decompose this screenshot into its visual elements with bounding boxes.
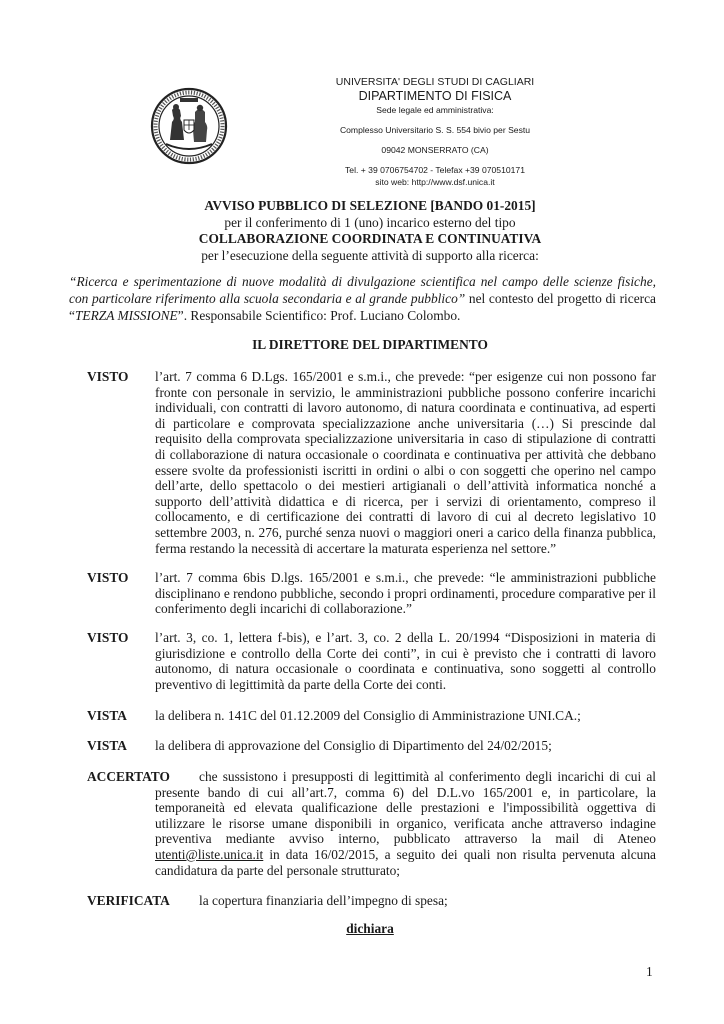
address: Complesso Universitario S. S. 554 bivio per Sestu xyxy=(339,125,531,135)
director-heading: IL DIRETTORE DEL DIPARTIMENTO xyxy=(252,337,488,352)
clause-text xyxy=(155,769,656,878)
clause-vista-1 xyxy=(87,708,656,724)
project-context: nel contesto del progetto di ricerca “ xyxy=(69,291,656,323)
seat-label: Sede legale ed amministrativa: xyxy=(376,105,494,115)
clause-vista-2 xyxy=(87,738,656,754)
clause-keyword: VISTO xyxy=(87,570,129,585)
project-name: TERZA MISSIONE xyxy=(74,308,178,323)
clause-keyword: ACCERTATO xyxy=(87,769,170,784)
notice-subtitle: per il conferimento di 1 (uno) incarico esterno del tipo xyxy=(224,214,516,230)
clause-keyword: VISTA xyxy=(87,708,127,723)
university-seal-logo xyxy=(150,86,228,166)
clause-text-after: in data 16/02/2015, a seguito dei quali non risulta pervenuta alcuna candidatura da parte del personale strutturato; xyxy=(155,846,656,878)
phone-fax: Tel. + 39 0706754702 - Telefax +39 070510171 xyxy=(345,165,525,175)
clause-visto-2 xyxy=(87,570,656,617)
page-number: 1 xyxy=(646,964,653,979)
clause-text: l’art. 7 comma 6 D.Lgs. 165/2001 e s.m.i., che prevede: “per esigenze cui non possono far fronte con personale in servizio, le amministrazioni pubbliche possono conferire incarichi individuali, con contratti di lavoro autonomo, di natura coordinata e continuativa, ad esperti di particolare e comprovata specializzazione anche universitaria (…) Si prescinde dal requisito della comprovata specializzazione universitaria in caso di stipulazione di contratti di collaborazione di natura occasionale o coordinata e continuativa per attività che debbano essere svolte da professionisti iscritti in ordini o albi o con soggetti che operino nel campo dell’arte, dello spettacolo o dei mestieri artigianali o dell’attività informatica nonché a supporto dell’attività didattica e di ricerca, per i servizi di orientamento, compreso il collocamento, e di certificazione dei contratti di lavoro di cui al decreto legislativo 10 settembre 2003, n. 276, purché senza nuovi o maggiori oneri a carico della finanza pubblica, ferma restando la necessità di accertare la maturata esperienza nel settore.” xyxy=(155,369,656,556)
scientific-manager: ”. Responsabile Scientifico: Prof. Luciano Colombo. xyxy=(177,308,461,323)
clause-text: la delibera n. 141C del 01.12.2009 del Consiglio di Amministrazione UNI.CA.; xyxy=(155,708,581,723)
clause-verificata xyxy=(87,893,656,909)
city: 09042 MONSERRATO (CA) xyxy=(381,145,489,155)
clause-keyword: VISTO xyxy=(87,369,129,384)
notice-title: AVVISO PUBBLICO DI SELEZIONE [BANDO 01-2015] xyxy=(204,198,536,213)
clause-text: la copertura finanziaria dell’impegno di spesa; xyxy=(199,893,448,908)
department-name: DIPARTIMENTO DI FISICA xyxy=(358,89,512,103)
activity-intro: per l’esecuzione della seguente attività di supporto alla ricerca: xyxy=(201,247,539,263)
clause-keyword: VISTA xyxy=(87,738,127,753)
dichiara-heading: dichiara xyxy=(346,921,394,936)
clause-text: l’art. 3, co. 1, lettera f-bis), e l’art. 3, co. 2 della L. 20/1994 “Disposizioni in materia di giurisdizione e controllo della Corte dei conti”, in cui è previsto che i contratti di lavoro autonomo, di natura occasionale o coordinata e continuativa, sono soggetti al controllo preventivo di legittimità da parte della Corte dei conti. xyxy=(155,630,656,692)
clause-text: l’art. 7 comma 6bis D.lgs. 165/2001 e s.m.i., che prevede: “le amministrazioni pubbliche disciplinano e rendono pubbliche, secondo i propri ordinamenti, procedure comparative per il conferimento degli incarichi di collaborazione.” xyxy=(155,570,656,617)
activity-description xyxy=(69,273,656,324)
notice-titles xyxy=(90,198,650,264)
activity-title: “Ricerca e sperimentazione di nuove modalità di divulgazione scientifica nel campo delle scienze fisiche, con particolare riferimento alla scuola secondaria e al grande pubblico” xyxy=(69,274,656,306)
clause-accertato xyxy=(87,769,656,878)
clause-visto-3 xyxy=(87,630,656,692)
clause-text: la delibera di approvazione del Consiglio di Dipartimento del 24/02/2015; xyxy=(155,738,552,753)
clause-text-before: che sussistono i presupposti di legittimità al conferimento degli incarichi di cui al presente bando di cui all’art.7, comma 6) del D.L.vo 165/2001 e, in particolare, la temporaneità ed elevata qualificazione delle prestazioni e l'impossibilità oggettiva di utilizzare le risorse umane disponibili in organico, verificata anche attraverso indagine preventiva mediante avviso interno, pubblicato attraverso la mail di Ateneo xyxy=(155,769,656,847)
clause-visto-1 xyxy=(87,369,656,556)
email-link[interactable]: utenti@liste.unica.it xyxy=(155,846,264,862)
clause-keyword: VISTO xyxy=(87,630,129,645)
contract-type: COLLABORAZIONE COORDINATA E CONTINUATIVA xyxy=(198,231,542,246)
clause-keyword: VERIFICATA xyxy=(87,893,170,908)
department-header xyxy=(300,76,570,188)
website: sito web: http://www.dsf.unica.it xyxy=(375,177,495,187)
university-name: UNIVERSITA' DEGLI STUDI DI CAGLIARI xyxy=(335,76,535,88)
